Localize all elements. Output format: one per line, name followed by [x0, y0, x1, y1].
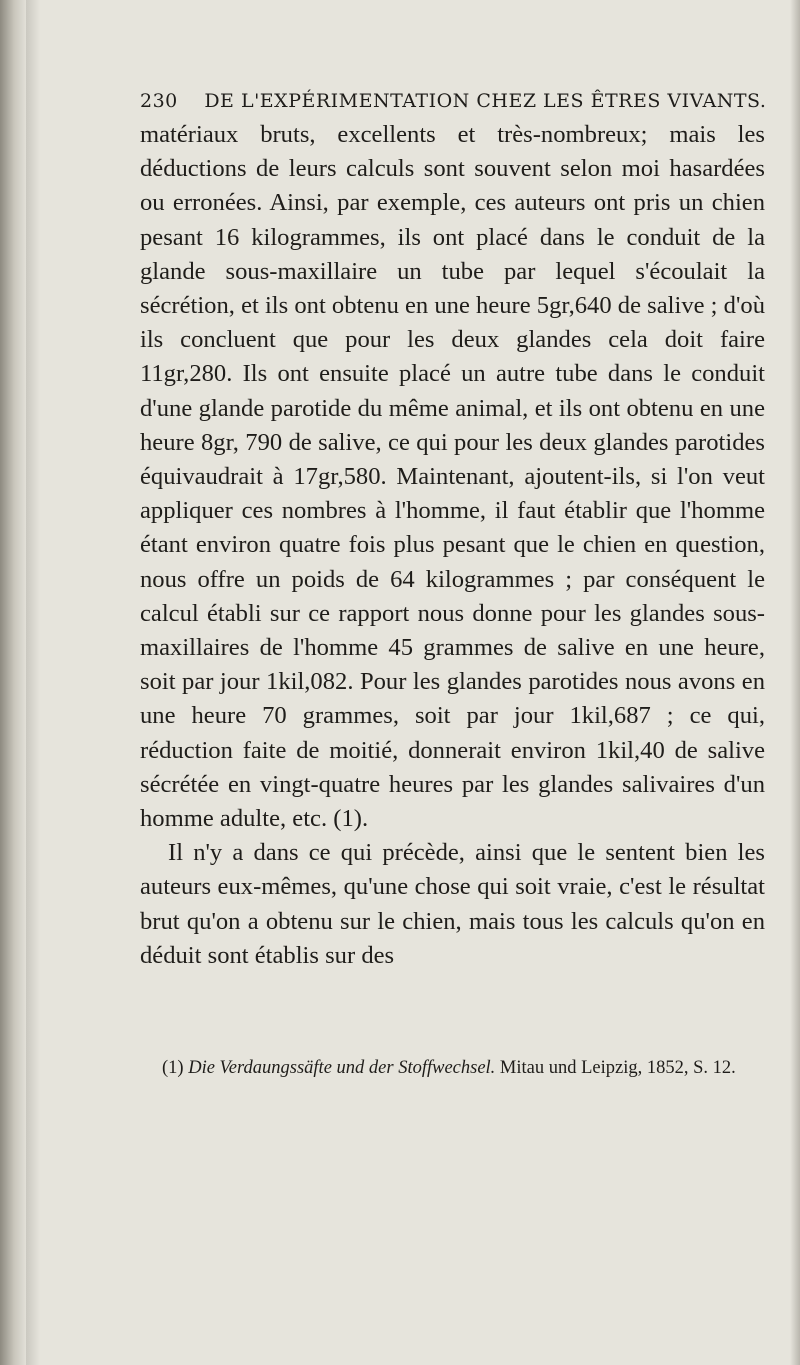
footnote-marker: (1): [162, 1058, 184, 1078]
body-text: [140, 118, 765, 973]
page-edge-shadow: [790, 0, 800, 1365]
footnote-title: Die Verdaungssäfte und der Stoffwechsel.: [188, 1058, 496, 1078]
page-number: 230: [140, 90, 178, 112]
running-header: [140, 90, 767, 112]
footnote-publisher: Mitau und Leipzig, 1852, S. 12.: [499, 1058, 736, 1078]
running-title: DE L'EXPÉRIMENTATION CHEZ LES ÊTRES VIVANTS.: [204, 90, 767, 112]
paragraph-2: Il n'y a dans ce qui précède, ainsi que le sentent bien les auteurs eux-mêmes, qu'une chose qui soit vraie, c'est le résultat brut qu'on a obtenu sur le chien, mais tous les calculs qu'on en déduit sont établis sur des: [140, 839, 765, 969]
book-binding-shadow: [0, 0, 26, 1365]
footnote: [140, 1056, 765, 1080]
paragraph-1: matériaux bruts, excellents et très-nombreux; mais les déductions de leurs calculs sont souvent selon moi hasardées ou erronées. Ainsi, par exemple, ces auteurs ont pris un chien pesant 16 kilogrammes, ils ont placé dans le conduit de la glande sous-maxillaire un tube par lequel s'écoulait la sécrétion, et ils ont obtenu en une heure 5gr,640 de salive ; d'où ils concluent que pour les deux glandes cela doit faire 11gr,280. Ils ont ensuite placé un autre tube dans le conduit d'une glande parotide du même animal, et ils ont obtenu en une heure 8gr, 790 de salive, ce qui pour les deux glandes parotides équivaudrait à 17gr,580. Maintenant, ajoutent-ils, si l'on veut appliquer ces nombres à l'homme, il faut établir que l'homme étant environ quatre fois plus pesant que le chien en question, nous offre un poids de 64 kilogrammes ; par conséquent le calcul établi sur ce rapport nous donne pour les glandes sous-maxillaires de l'homme 45 grammes de salive en une heure, soit par jour 1kil,082. Pour les glandes parotides nous avons en une heure 70 grammes, soit par jour 1kil,687 ; ce qui, réduction faite de moitié, donnerait environ 1kil,40 de salive sécrétée en vingt-quatre heures par les glandes salivaires d'un homme adulte, etc. (1).: [140, 121, 765, 833]
